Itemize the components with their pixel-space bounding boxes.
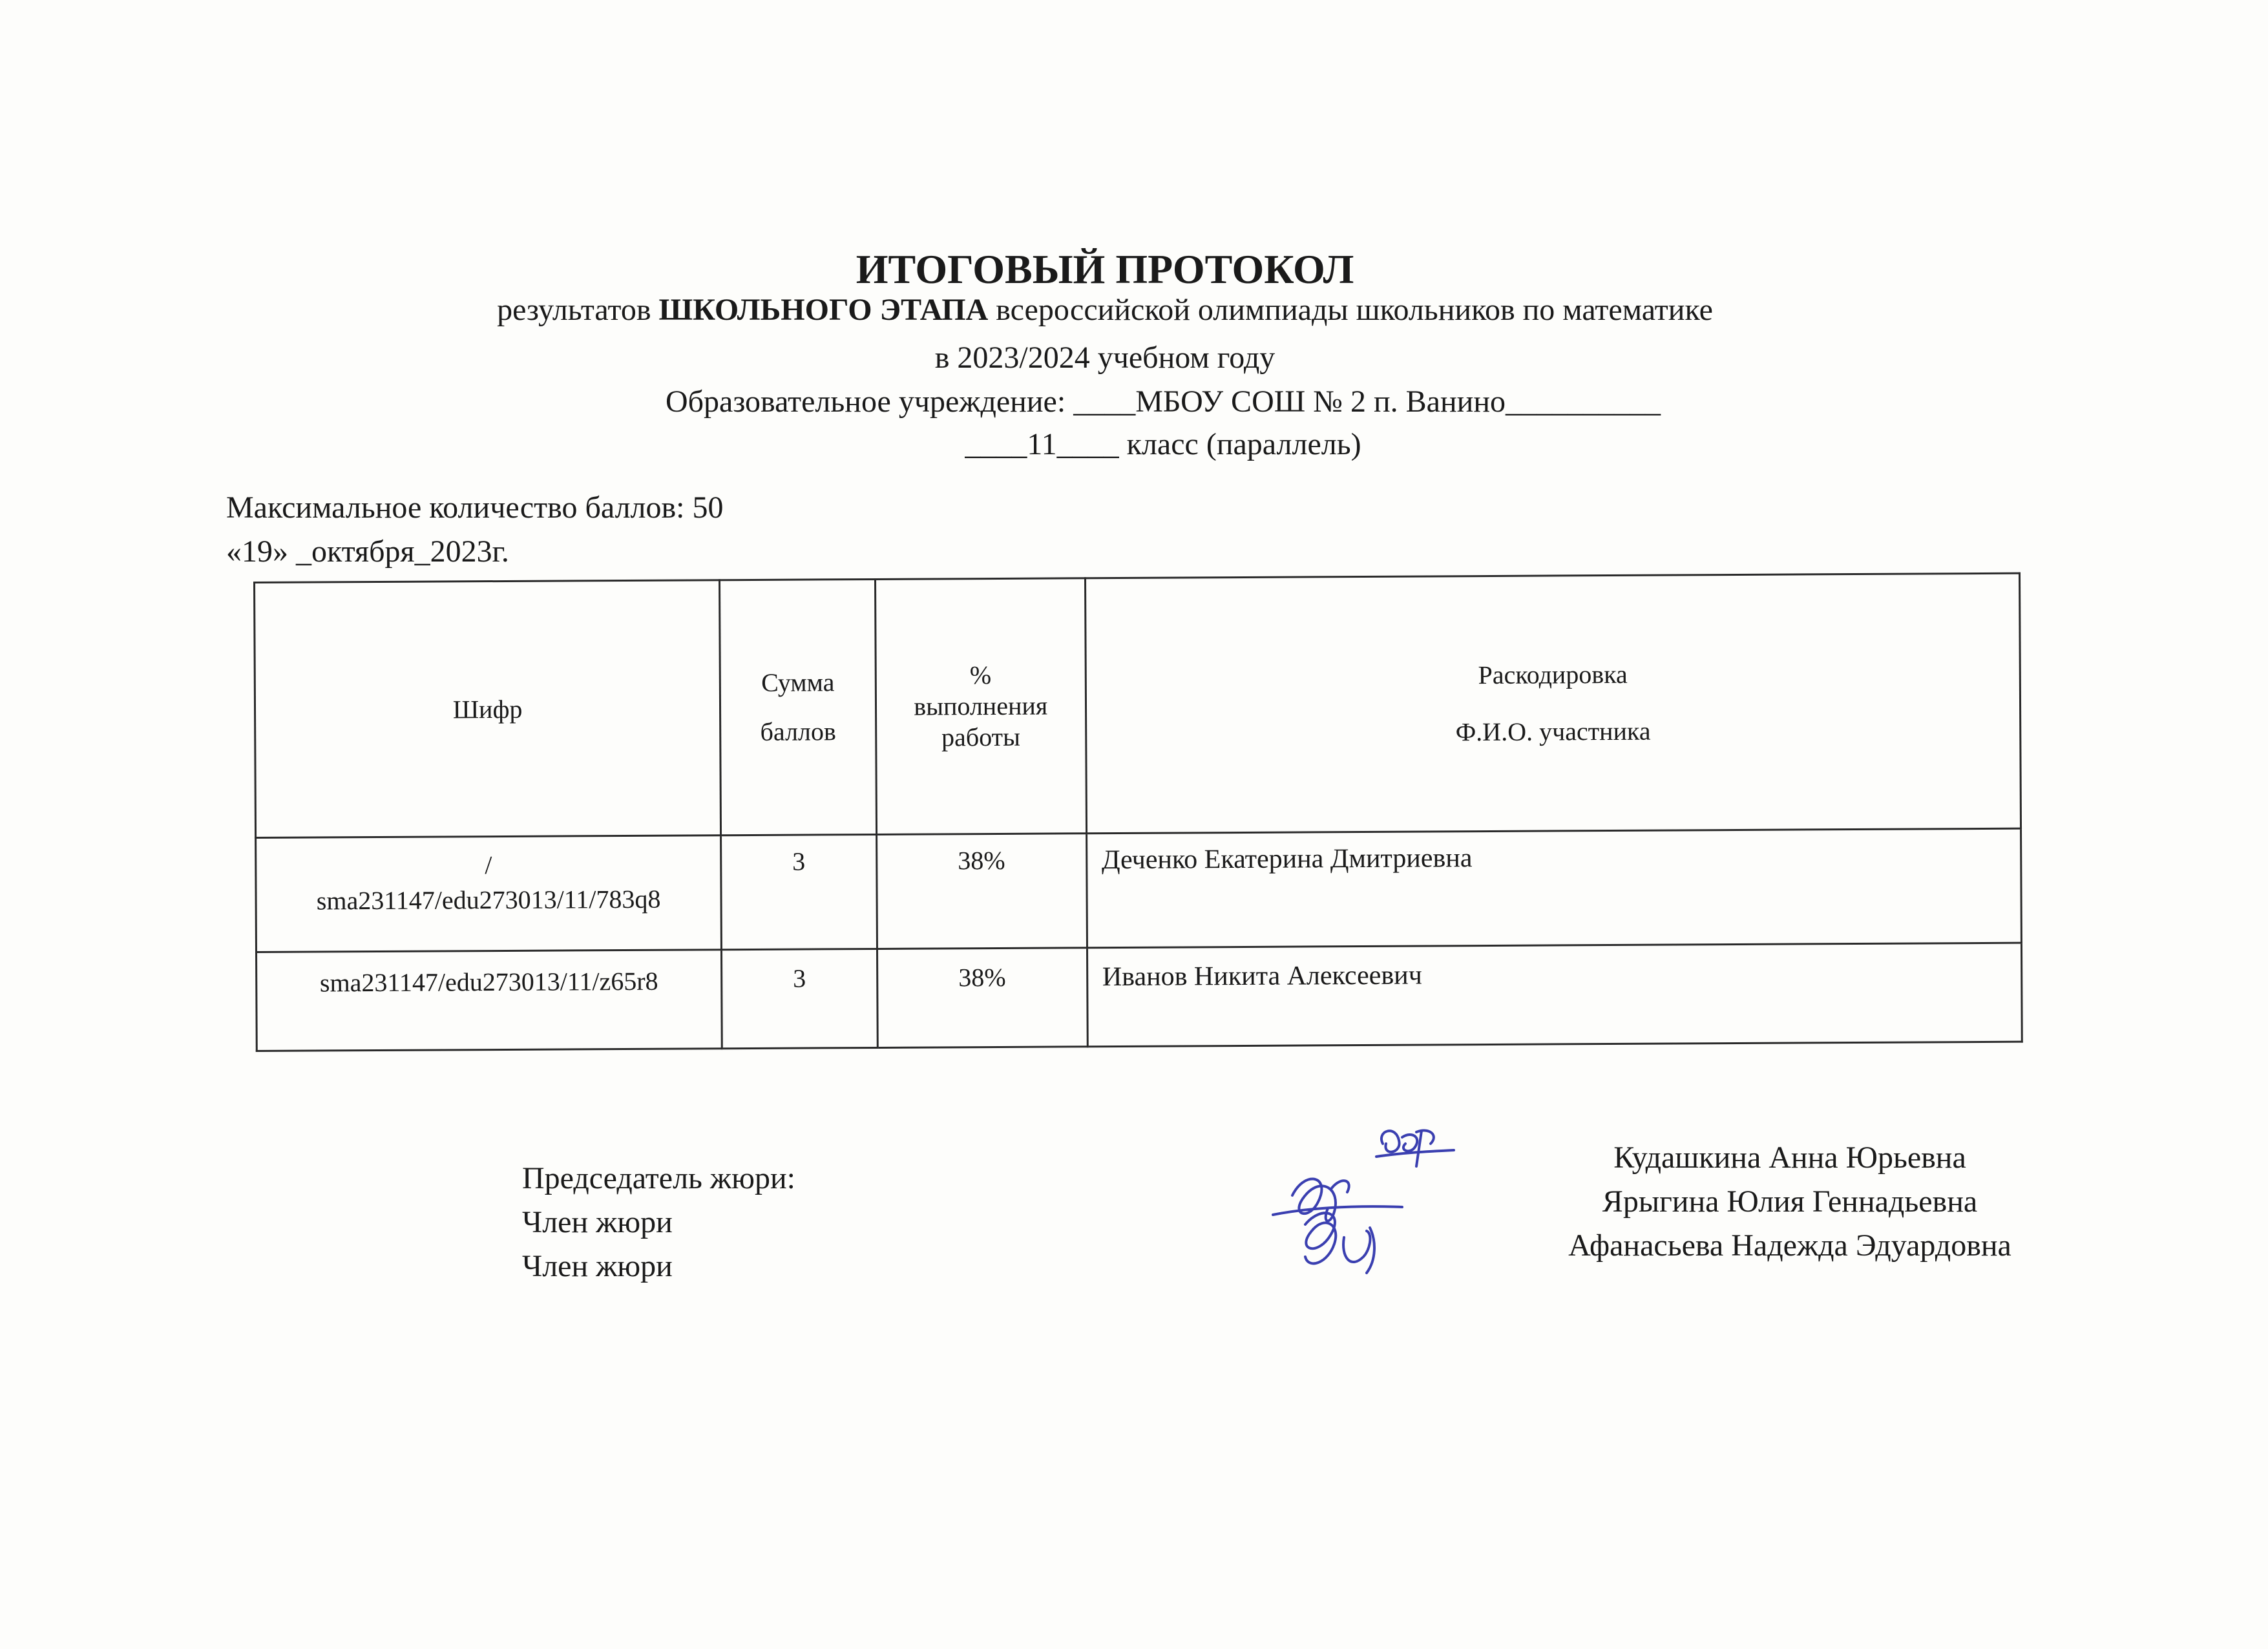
header-percent-line-2: выполнения bbox=[914, 691, 1048, 721]
header-code: Шифр bbox=[255, 580, 721, 838]
school-name: Образовательное учреждение: ____МБОУ СОШ № 2 п. Ванино__________ bbox=[665, 384, 1661, 419]
header-name bbox=[1085, 573, 2021, 834]
table-header-row bbox=[255, 573, 2021, 837]
subtitle-stage: ШКОЛЬНОГО ЭТАПА bbox=[658, 293, 989, 327]
subtitle-prefix: результатов bbox=[497, 293, 651, 327]
participant-code bbox=[256, 835, 722, 952]
participant-name: Деченко Екатерина Дмитриевна bbox=[1086, 828, 2021, 948]
document-subtitle bbox=[0, 292, 2210, 328]
table-row bbox=[257, 943, 2022, 1051]
header-percent bbox=[875, 578, 1086, 835]
results-table bbox=[253, 572, 2023, 1052]
header-percent-line-3: работы bbox=[941, 722, 1021, 752]
table-row bbox=[256, 828, 2022, 952]
header-percent-line-1: % bbox=[969, 660, 992, 690]
protocol-date: «19» _октября_2023г. bbox=[226, 534, 509, 569]
document-title: ИТОГОВЫЙ ПРОТОКОЛ bbox=[856, 246, 1354, 292]
jury-names bbox=[1525, 1136, 2055, 1268]
participant-percent: 38% bbox=[876, 834, 1087, 949]
class-parallel: ____11____ класс (параллель) bbox=[965, 427, 1361, 461]
participant-score: 3 bbox=[721, 834, 877, 949]
header-sum-line-2: баллов bbox=[760, 717, 836, 746]
header-name-line-2: Ф.И.О. участника bbox=[1455, 716, 1651, 747]
participant-code-value: sma231147/edu273013/11/z65r8 bbox=[319, 966, 658, 998]
jury-member-label: Член жюри bbox=[522, 1205, 673, 1239]
participant-code bbox=[257, 950, 722, 1051]
jury-labels bbox=[522, 1157, 795, 1288]
participant-code-value: sma231147/edu273013/11/783q8 bbox=[316, 884, 661, 916]
jury-chair-name: Кудашкина Анна Юрьевна bbox=[1613, 1140, 1966, 1175]
participant-percent: 38% bbox=[877, 948, 1087, 1048]
signature-handwritten bbox=[1247, 1118, 1480, 1312]
academic-year: в 2023/2024 учебном году bbox=[934, 341, 1276, 375]
header-sum bbox=[720, 579, 877, 835]
jury-member-name: Ярыгина Юлия Геннадьевна bbox=[1602, 1184, 1978, 1219]
participant-name: Иванов Никита Алексеевич bbox=[1087, 943, 2022, 1047]
participant-score: 3 bbox=[722, 949, 877, 1048]
header-sum-line-1: Сумма bbox=[761, 667, 835, 697]
jury-member-name: Афанасьева Надежда Эдуардовна bbox=[1568, 1228, 2011, 1263]
jury-chair-label: Председатель жюри: bbox=[522, 1161, 795, 1195]
participant-code-prefix: / bbox=[485, 850, 492, 880]
subtitle-suffix: всероссийской олимпиады школьников по математике bbox=[996, 293, 1713, 327]
max-score: Максимальное количество баллов: 50 bbox=[226, 490, 724, 525]
header-name-line-1: Раскодировка bbox=[1478, 659, 1628, 690]
jury-member-label: Член жюри bbox=[522, 1249, 673, 1283]
